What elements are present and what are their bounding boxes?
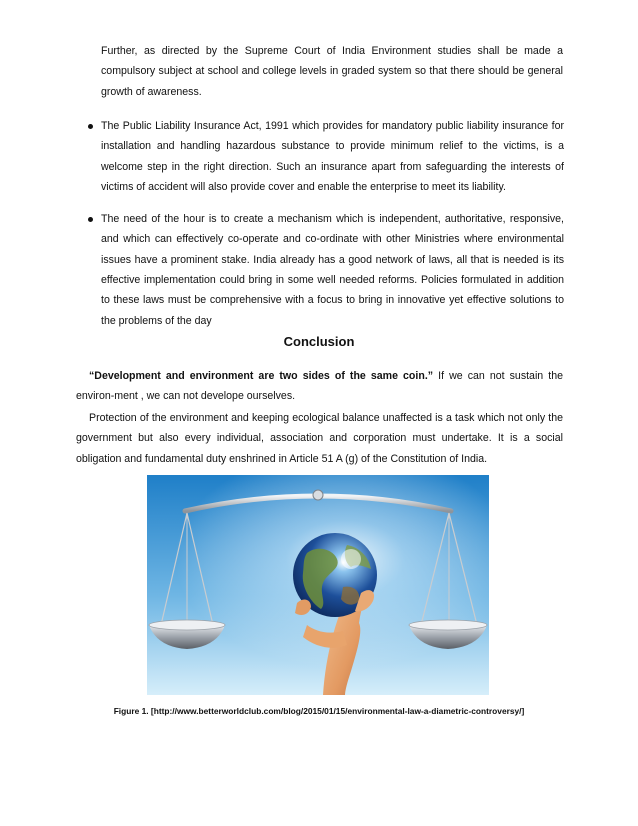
section-heading: Conclusion xyxy=(283,334,355,349)
conclusion-quote-paragraph xyxy=(76,366,563,407)
conclusion-quote: “Development and environment are two sides of the same coin.” xyxy=(89,370,434,382)
intro-paragraph: Further, as directed by the Supreme Court of India Environment studies shall be made a compulsory subject at school and college levels in graded system so that there should be general growth of awareness. xyxy=(101,45,563,98)
bullet-text: The Public Liability Insurance Act, 1991 which provides for mandatory public liability insurance for installation and handling hazardous substance to provide minimum relief to the victims, is a welcome step in the right direction. Such an insurance apart from safeguarding the interests of victims of accident will also provide cover and enable the enterprise to meet its liability. xyxy=(101,120,564,193)
bullet-dot-icon xyxy=(88,217,93,222)
bullet-item xyxy=(80,209,564,331)
bullet-text: The need of the hour is to create a mechanism which is independent, authoritative, responsive, and which can effectively co-operate and co-ordinate with other Ministries where environmental issues have a prominent stake. India already has a good network of laws, all that is needed is its effective implementation could bring in some well needed reforms. Policies formulated in addition to these laws must be comprehensive with a focus to bring in innovative yet effective solutions to the problems of the day xyxy=(101,213,564,327)
scales-globe-illustration xyxy=(147,475,489,695)
figure-caption: Figure 1. [http://www.betterworldclub.com/blog/2015/01/15/environmental-law-a-diametric-controversy/] xyxy=(113,706,525,716)
conclusion-paragraph: Protection of the environment and keeping ecological balance unaffected is a task which not only the government but also every individual, association and corporation must undertake. It is a social obligation and fundamental duty enshrined in Article 51 A (g) of the Constitution of India. xyxy=(76,412,563,465)
bullet-dot-icon xyxy=(88,124,93,129)
conclusion-quote-tail: If we can not sustain the environ-ment , we can not develope ourselves. xyxy=(76,370,563,403)
figure-image xyxy=(147,475,489,695)
bullet-item xyxy=(80,116,564,197)
bullet-list xyxy=(80,116,564,331)
